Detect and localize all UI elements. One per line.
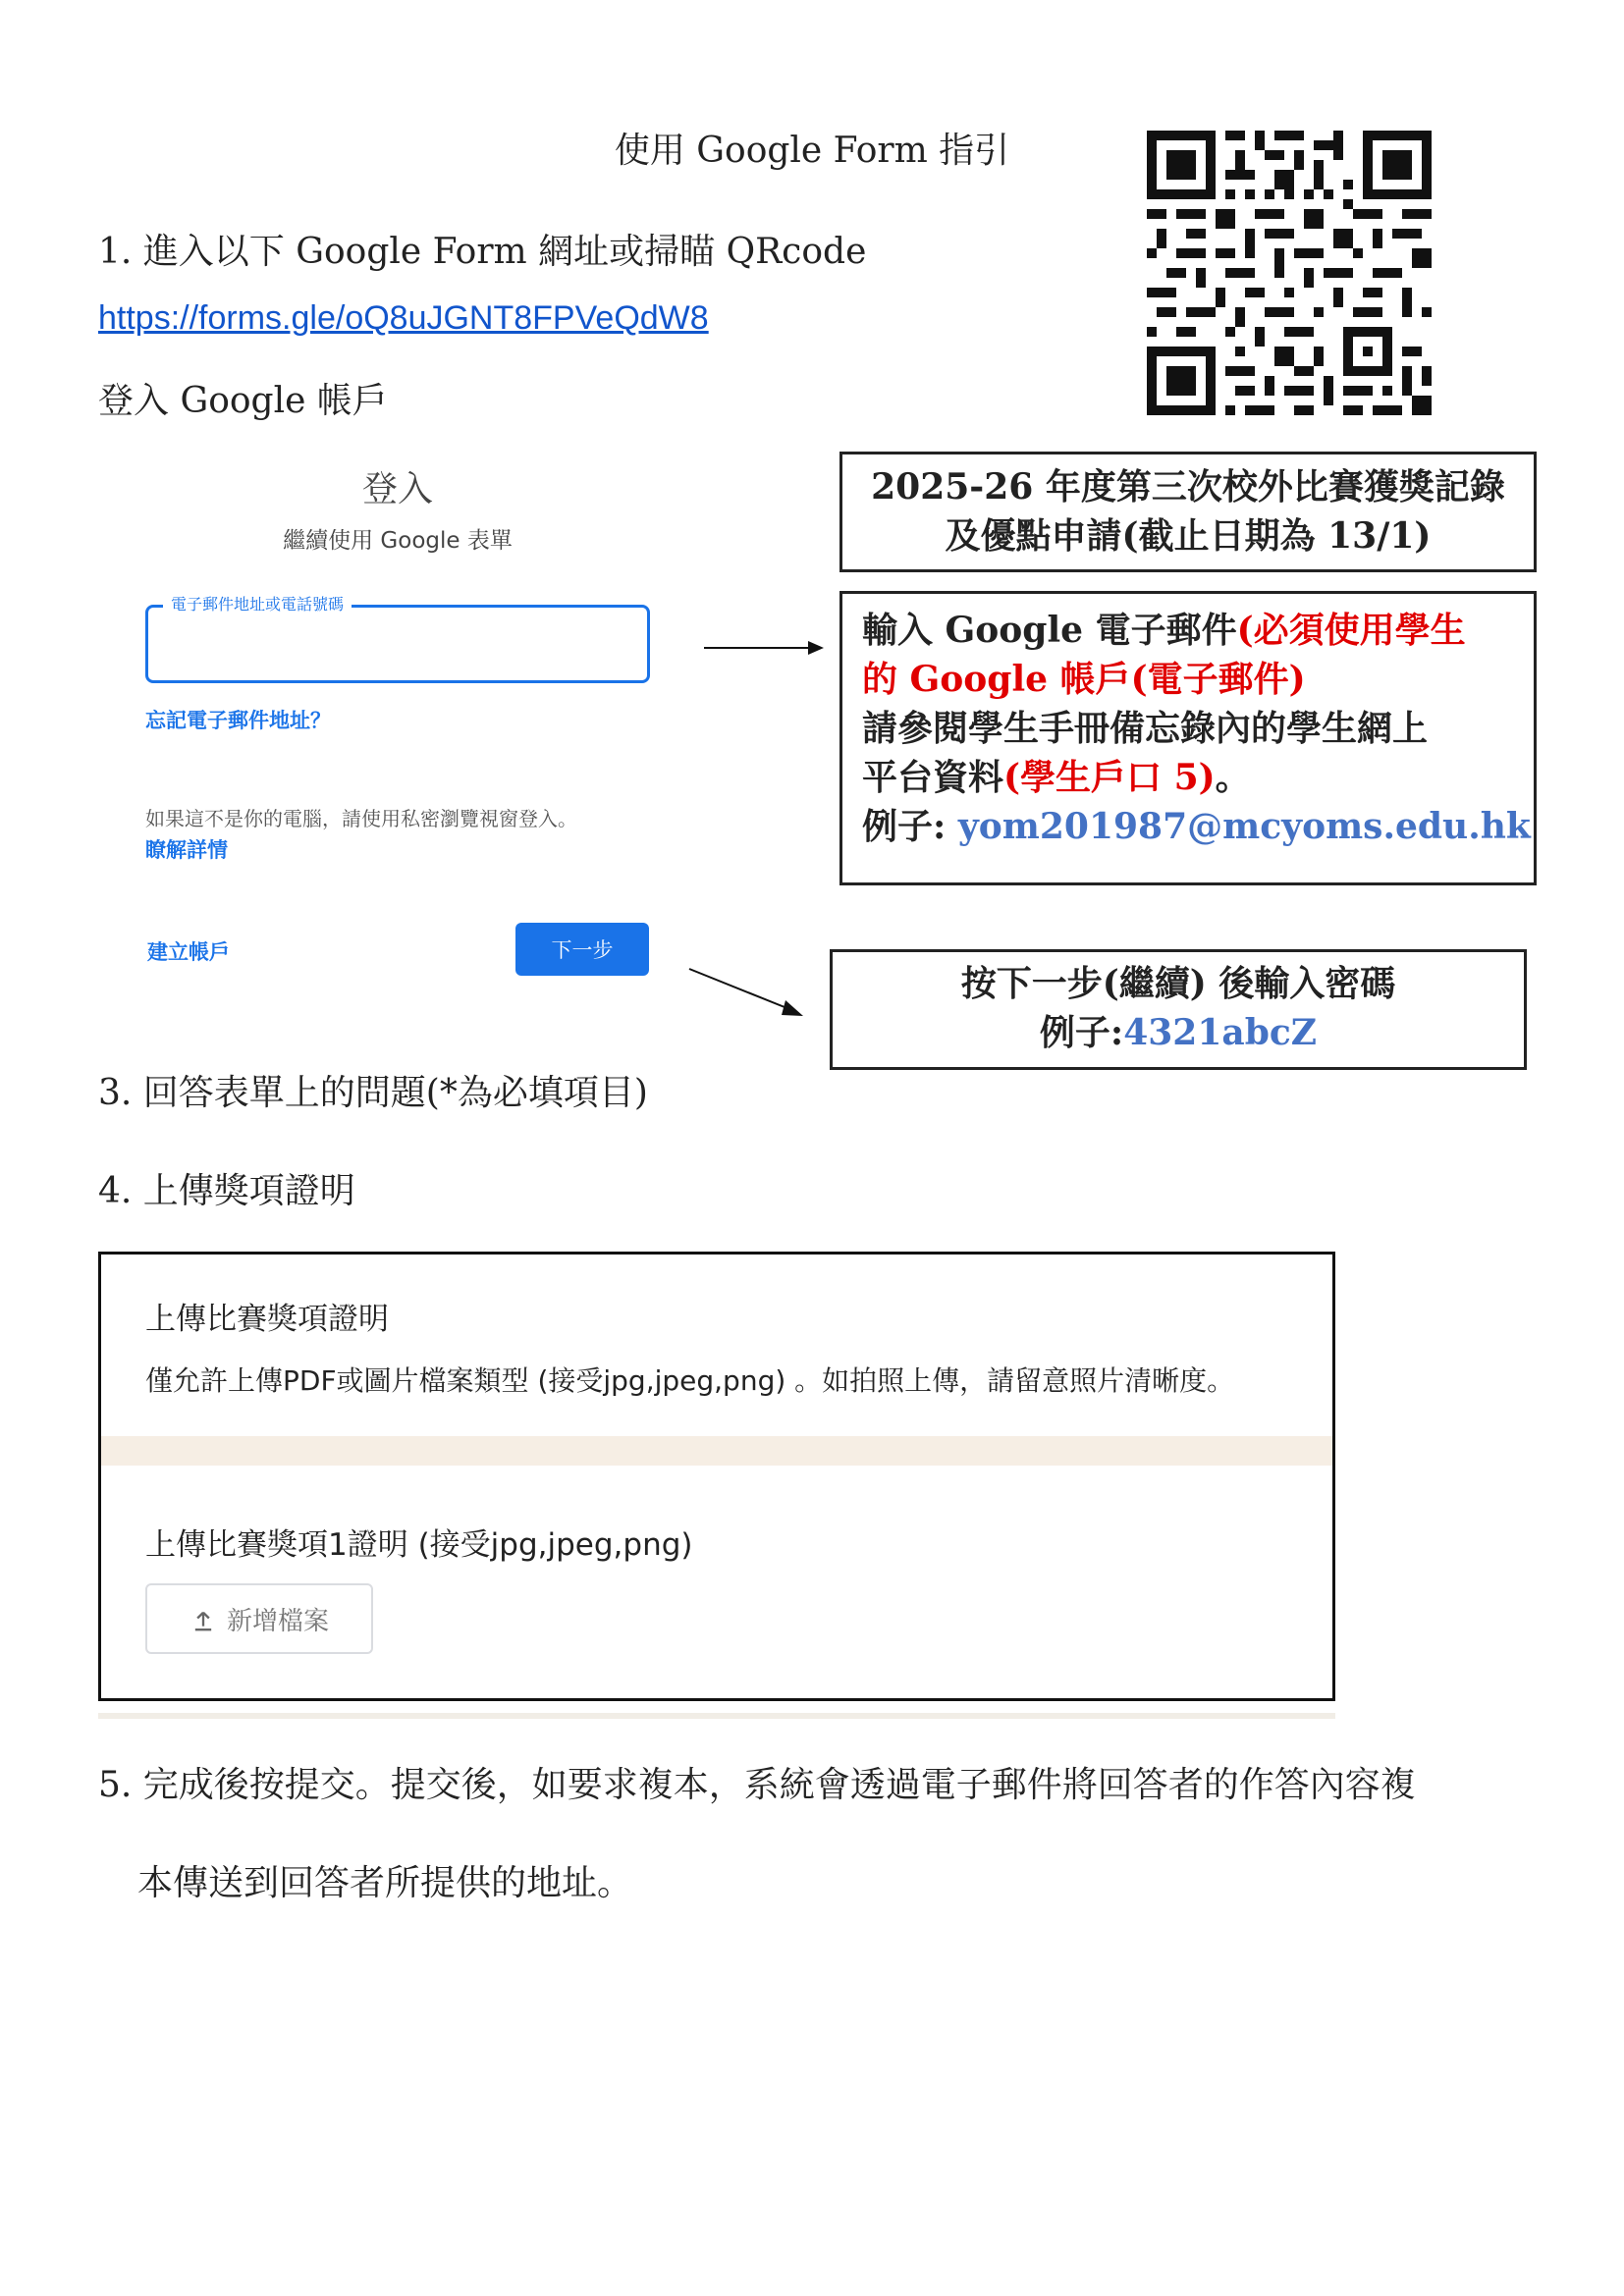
student-account-ref: (學生戶口 5) [1003,757,1216,798]
private-browsing-note: 如果這不是你的電腦，請使用私密瀏覽視窗登入。 [145,807,577,830]
period: 。 [1215,757,1251,798]
example-label: 例子: [1039,1012,1124,1053]
example-password: 4321abcZ [1123,1012,1318,1053]
add-file-button[interactable] [145,1583,373,1654]
email-input[interactable] [145,605,650,683]
email-requirement-cont: 的 Google 帳戶(電子郵件) [862,659,1306,700]
example-email: yom201987@mcyoms.edu.hk [957,806,1531,847]
upload-section [98,1252,1335,1701]
step-5-line1: 5. 完成後按提交。提交後，如要求複本，系統會透過電子郵件將回答者的作答內容複 [98,1765,1416,1805]
step-3: 3. 回答表單上的問題(*為必填項目) [98,1073,648,1113]
login-subheading: 繼續使用 Google 表單 [283,528,513,554]
page-title: 使用 Google Form 指引 [614,131,1010,171]
example-label: 例子: [862,806,958,847]
upload-description: 僅允許上傳PDF或圖片檔案類型 (接受jpg,jpeg,png) 。如拍照上傳，請留意照片清晰度。 [145,1364,1235,1397]
login-heading: 登入 [361,469,433,509]
upload-question: 上傳比賽獎項1證明 (接受jpg,jpeg,png) [145,1527,693,1563]
section-divider [101,1436,1335,1466]
upload-icon [189,1608,217,1635]
login-instruction: 登入 Google 帳戶 [98,381,388,421]
form-title-box [839,452,1537,572]
qr-code-icon [1147,131,1432,415]
forgot-email-link[interactable]: 忘記電子郵件地址？ [145,709,331,732]
upload-heading: 上傳比賽獎項證明 [145,1302,389,1337]
arrow-right-icon [702,633,825,663]
form-link[interactable]: https://forms.gle/oQ8uJGNT8FPVeQdW8 [98,299,709,337]
password-instruction: 按下一步(繼續) 後輸入密碼 [960,963,1396,1004]
learn-more-link[interactable]: 瞭解詳情 [145,838,228,862]
step-4: 4. 上傳獎項證明 [98,1171,355,1211]
add-file-label: 新增檔案 [226,1606,329,1636]
email-instruction-text: 輸入 Google 電子郵件 [862,610,1237,651]
email-input-label: 電子郵件地址或電話號碼 [163,592,352,614]
step-5-line2: 本傳送到回答者所提供的地址。 [137,1863,633,1903]
handbook-note: 請參閱學生手冊備忘錄內的學生網上 [862,708,1429,749]
next-button[interactable]: 下一步 [515,923,649,976]
email-requirement: (必須使用學生 [1236,610,1466,651]
form-title-line1: 2025-26 年度第三次校外比賽獲獎記錄 [871,466,1505,507]
create-account-link[interactable]: 建立帳戶 [147,940,230,964]
divider [98,1713,1335,1719]
arrow-diagonal-icon [687,967,805,1021]
platform-info: 平台資料 [862,757,1004,798]
email-instruction-box [839,591,1537,885]
step-1: 1. 進入以下 Google Form 網址或掃瞄 QRcode [98,232,867,272]
password-instruction-box [830,949,1527,1070]
form-title-line2: 及優點申請(截止日期為 13/1) [945,515,1432,557]
